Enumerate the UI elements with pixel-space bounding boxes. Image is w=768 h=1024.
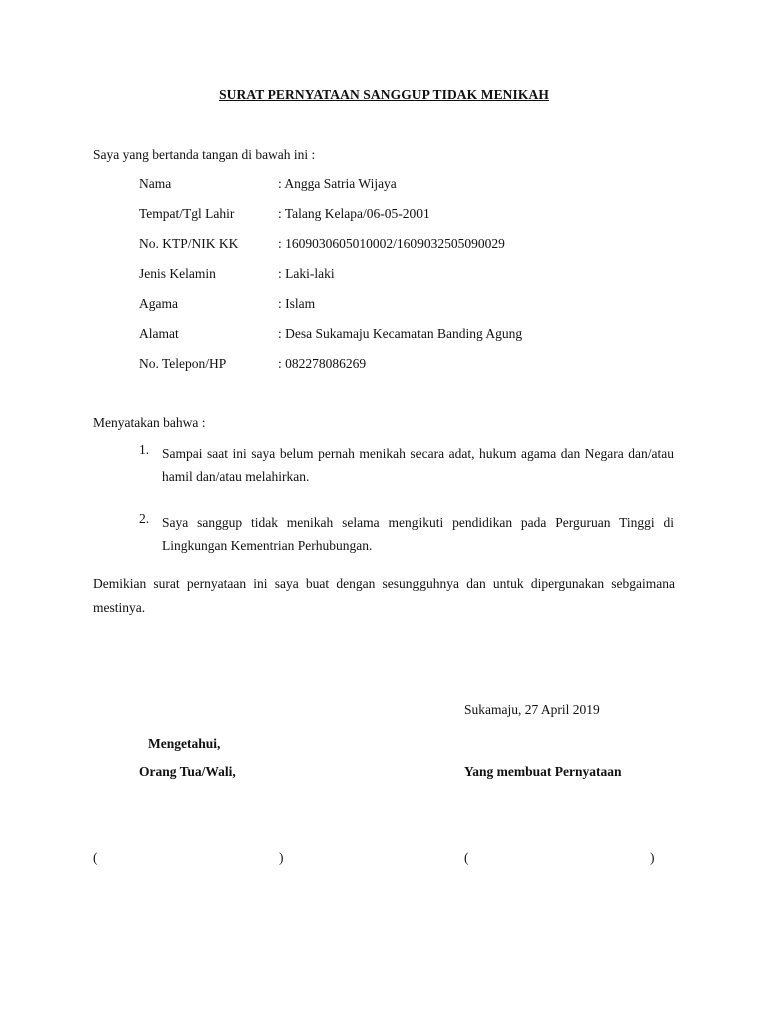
parent-signature-close-paren: ): [279, 850, 284, 865]
field-value: : Angga Satria Wijaya: [278, 176, 397, 191]
field-label: Nama: [139, 176, 172, 191]
intro-text: Saya yang bertanda tangan di bawah ini :: [93, 147, 316, 162]
maker-signature-close-paren: ): [650, 850, 655, 865]
statement-text: Sampai saat ini saya belum pernah menikah secara adat, hukum agama dan Negara dan/atau hamil dan/atau melahirkan.: [162, 446, 674, 484]
field-label: No. Telepon/HP: [139, 356, 227, 371]
field-value: : 082278086269: [278, 356, 367, 371]
document-title: SURAT PERNYATAAN SANGGUP TIDAK MENIKAH: [219, 87, 549, 102]
maker-signature-open-paren: (: [464, 850, 469, 865]
statement-number: 2.: [139, 511, 150, 526]
statement-text: Saya sanggup tidak menikah selama mengikuti pendidikan pada Perguruan Tinggi di Lingkungan Kementrian Perhubungan.: [162, 515, 674, 553]
statement-intro: Menyatakan bahwa :: [93, 415, 206, 430]
field-value: : Islam: [278, 296, 316, 311]
field-label: Tempat/Tgl Lahir: [139, 206, 235, 221]
field-label: No. KTP/NIK KK: [139, 236, 239, 251]
acknowledged-label: Mengetahui,: [148, 736, 221, 751]
parent-signature-label: Orang Tua/Wali,: [139, 764, 236, 779]
place-date: Sukamaju, 27 April 2019: [464, 702, 600, 717]
field-value: : 1609030605010002/1609032505090029: [278, 236, 505, 251]
field-value: : Desa Sukamaju Kecamatan Banding Agung: [278, 326, 523, 341]
field-value: : Laki-laki: [278, 266, 335, 281]
field-label: Alamat: [139, 326, 179, 341]
closing-paragraph: Demikian surat pernyataan ini saya buat dengan sesungguhnya dan untuk dipergunakan sebgaimana mestinya.: [93, 576, 675, 615]
field-label: Jenis Kelamin: [139, 266, 216, 281]
statement-number: 1.: [139, 442, 150, 457]
maker-signature-label: Yang membuat Pernyataan: [464, 764, 622, 779]
parent-signature-open-paren: (: [93, 850, 98, 865]
field-value: : Talang Kelapa/06-05-2001: [278, 206, 430, 221]
field-label: Agama: [139, 296, 178, 311]
